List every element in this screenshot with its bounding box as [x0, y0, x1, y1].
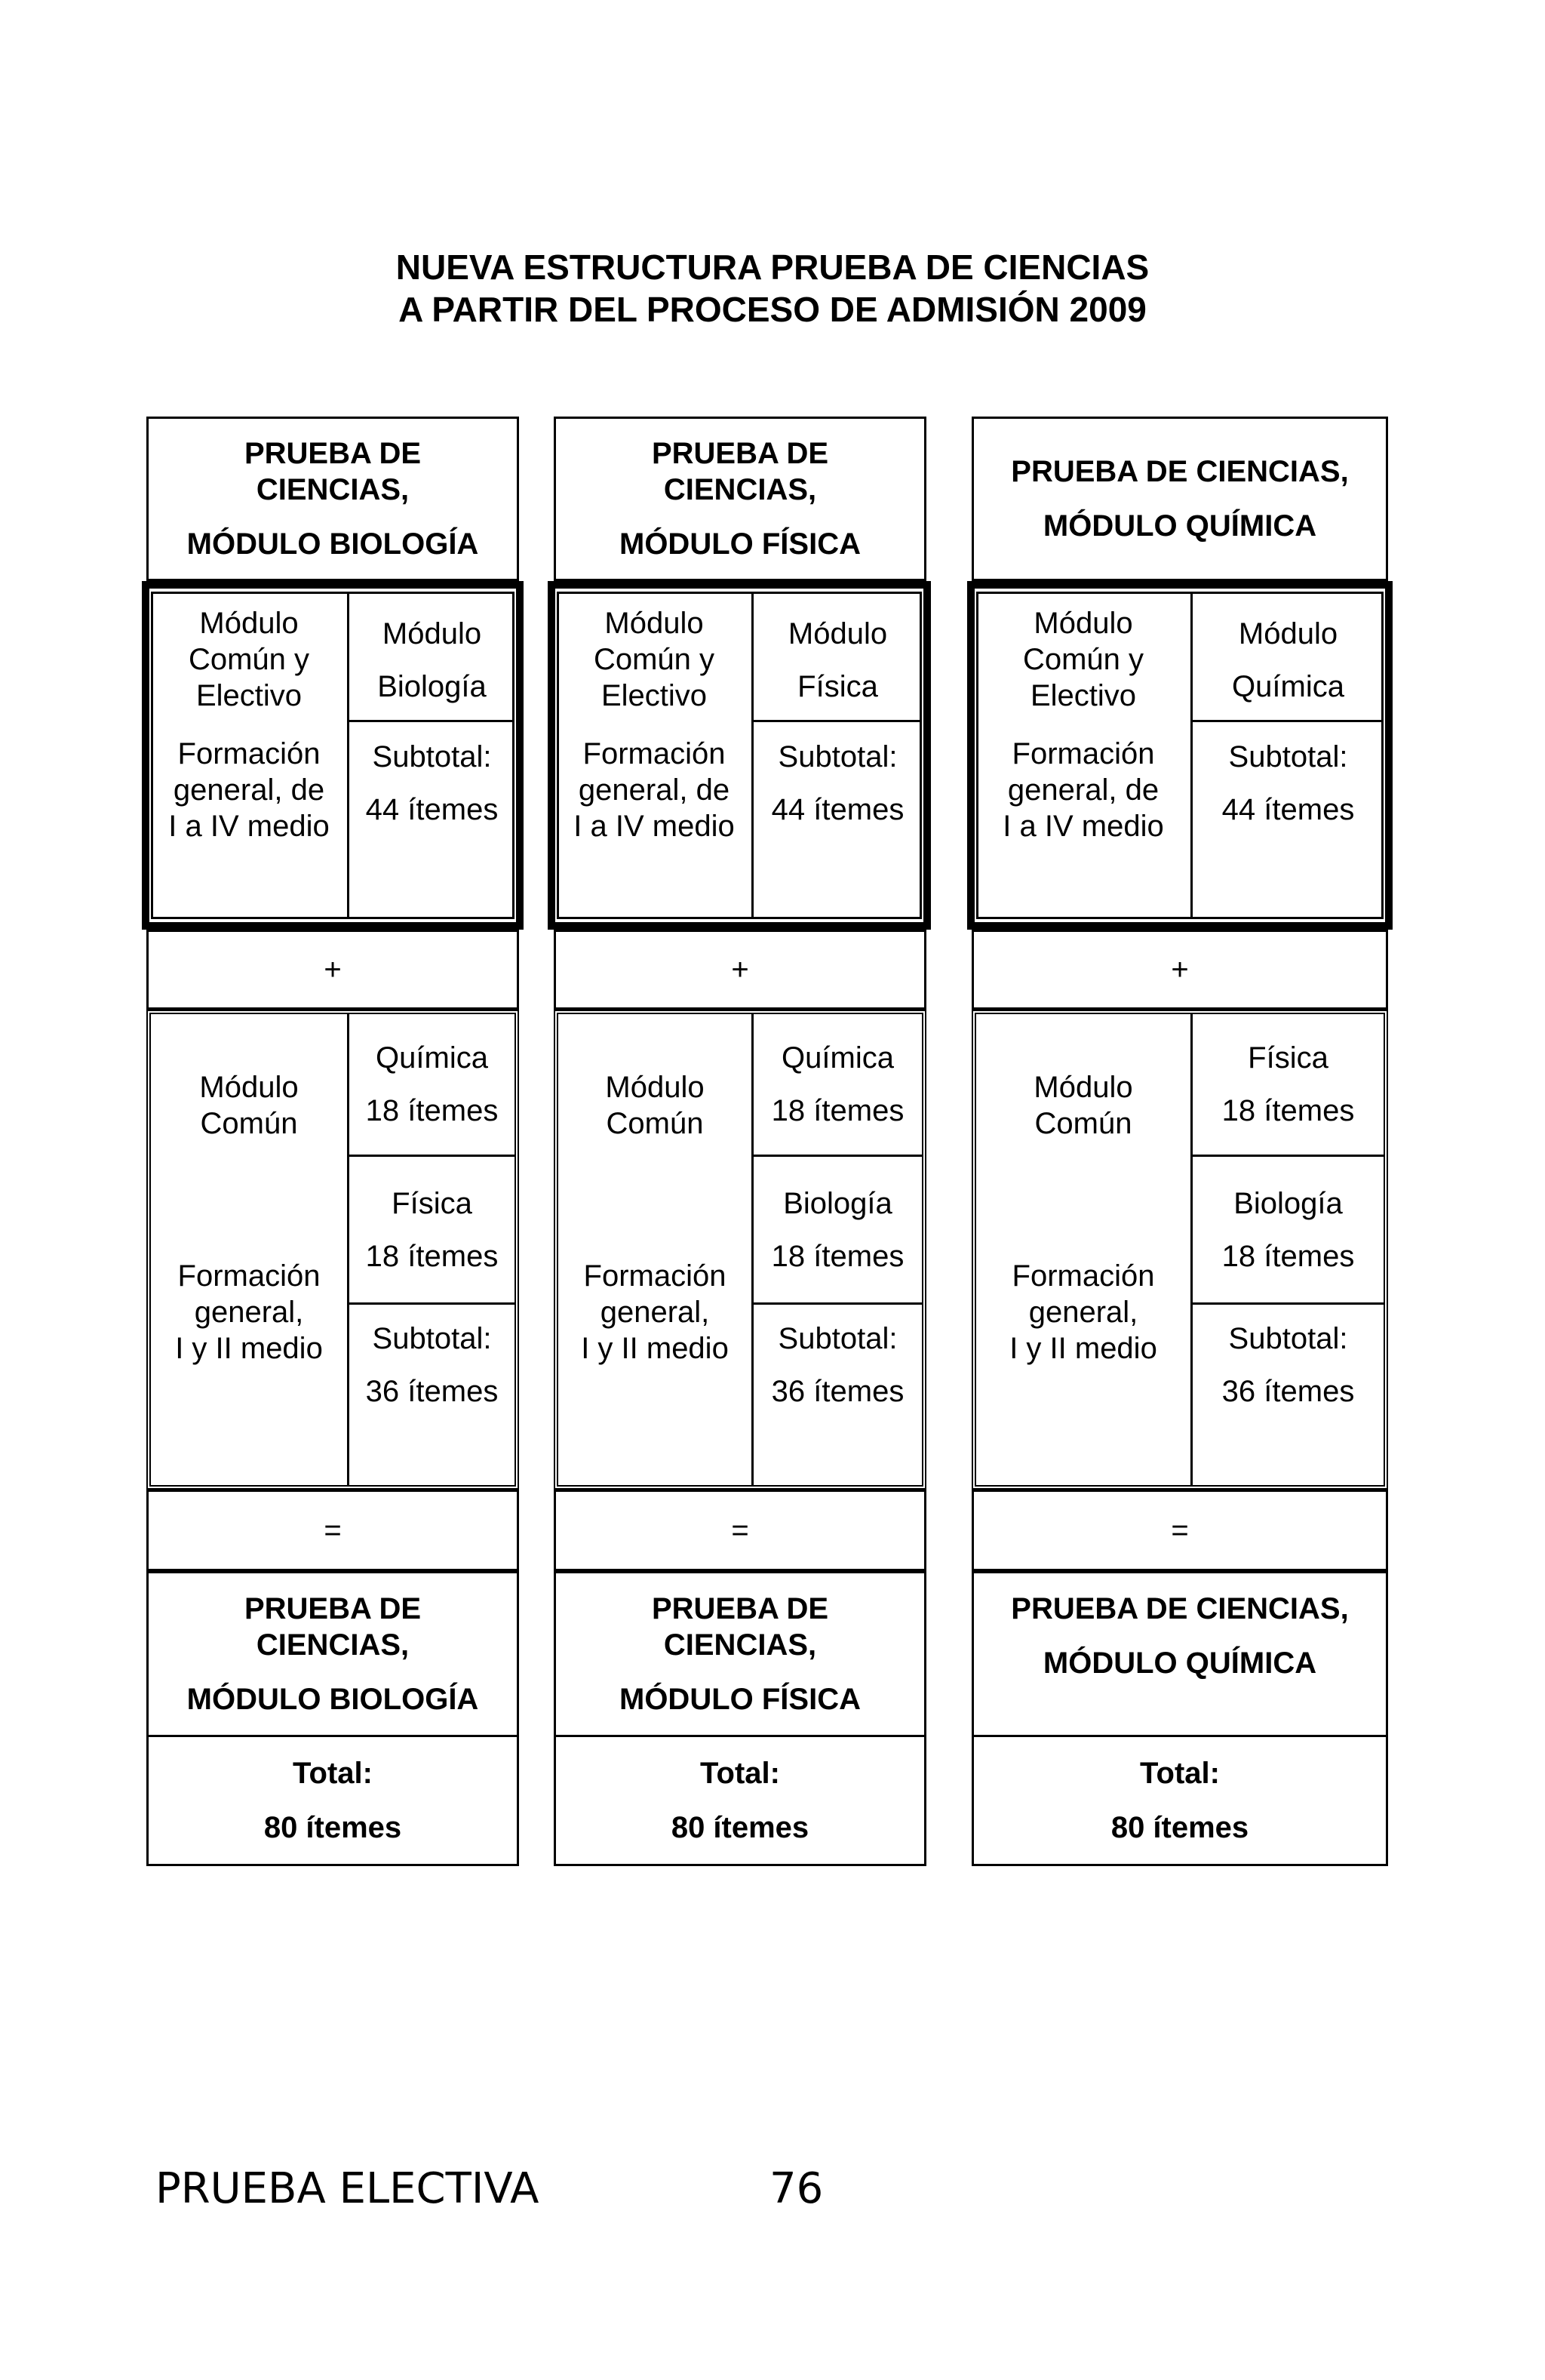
text-line: general,: [1028, 1296, 1138, 1329]
text-line: 36 ítemes: [1221, 1375, 1355, 1408]
text-line: Física: [392, 1186, 472, 1220]
text-line: Módulo: [1034, 607, 1133, 640]
equals-sign: =: [324, 1513, 342, 1547]
text-line: Módulo: [788, 617, 888, 650]
text-line: general,: [600, 1296, 710, 1329]
text-line: Subtotal:: [778, 1322, 898, 1355]
text-line: Subtotal:: [1228, 740, 1348, 773]
electivo-left-top: [976, 604, 1190, 715]
equals-sign: =: [731, 1513, 749, 1547]
electivo-subtotal: [1193, 723, 1384, 844]
text-line: general, de: [173, 773, 325, 807]
text-line: general,: [194, 1296, 304, 1329]
header-box: [972, 417, 1388, 581]
comun-subtotal: [754, 1305, 922, 1425]
text-line: Común: [200, 1107, 298, 1140]
text-line: Módulo: [1034, 1071, 1133, 1104]
comun-left-top: [558, 1064, 751, 1147]
text-line: Física: [797, 670, 878, 703]
text-line: I y II medio: [175, 1332, 323, 1365]
result-box: [972, 1571, 1388, 1737]
text-line: Biología: [783, 1186, 892, 1220]
text-line: Módulo: [199, 607, 299, 640]
text-line: Formación: [1012, 737, 1155, 770]
result-box: [146, 1571, 519, 1737]
equals-box: [554, 1490, 926, 1571]
text-line: 18 ítemes: [1221, 1239, 1355, 1273]
total-label: Total:: [700, 1757, 780, 1790]
electivo-right-top: [349, 604, 514, 717]
electivo-subtotal: [349, 723, 514, 844]
text-line: Formación: [583, 1259, 726, 1293]
text-line: Electivo: [600, 679, 708, 712]
text-line: I y II medio: [1009, 1332, 1157, 1365]
text-line: 18 ítemes: [771, 1239, 905, 1273]
electivo-left-bottom: [976, 733, 1190, 847]
electivo-left-bottom: [557, 733, 751, 847]
text-line: Biología: [377, 670, 487, 703]
text-line: 44 ítemes: [365, 793, 499, 826]
footer-section: PRUEBA ELECTIVA: [155, 2164, 539, 2213]
result-line-2: MÓDULO QUÍMICA: [1043, 1647, 1317, 1680]
comun-row-2: [754, 1157, 922, 1302]
text-line: Módulo: [605, 1071, 705, 1104]
text-line: Electivo: [195, 679, 303, 712]
comun-left-bottom: [151, 1256, 347, 1369]
header-line-1: PRUEBA DE CIENCIAS,: [1011, 455, 1349, 488]
comun-left-top: [151, 1064, 347, 1147]
comun-left-top: [976, 1064, 1190, 1147]
comun-row-2: [1193, 1157, 1384, 1302]
result-line-3: MÓDULO BIOLOGÍA: [186, 1683, 479, 1716]
total-box: [146, 1735, 519, 1866]
equals-box: [146, 1490, 519, 1571]
text-line: general, de: [1007, 773, 1160, 807]
text-line: Subtotal:: [1228, 1322, 1348, 1355]
header-line-2: MÓDULO QUÍMICA: [1043, 509, 1317, 543]
text-line: I a IV medio: [168, 810, 330, 843]
comun-row-1: [754, 1014, 922, 1155]
text-line: I a IV medio: [573, 810, 735, 843]
electivo-subtotal: [754, 723, 922, 844]
equals-box: [972, 1490, 1388, 1571]
comun-left-bottom: [976, 1256, 1190, 1369]
text-line: Biología: [1233, 1186, 1343, 1220]
page-title: [0, 246, 1545, 331]
text-line: Física: [1248, 1041, 1328, 1075]
result-box: [554, 1571, 926, 1737]
header-line-2: CIENCIAS,: [663, 473, 817, 506]
header-line-1: PRUEBA DE: [651, 437, 829, 470]
text-line: Módulo: [199, 1071, 299, 1104]
text-line: 18 ítemes: [1221, 1094, 1355, 1127]
electivo-right-top: [1193, 604, 1384, 717]
text-line: Formación: [1012, 1259, 1155, 1293]
text-line: Módulo: [604, 607, 704, 640]
comun-row-1: [349, 1014, 514, 1155]
result-line-2: CIENCIAS,: [663, 1628, 817, 1662]
title-line-1: NUEVA ESTRUCTURA PRUEBA DE CIENCIAS: [395, 248, 1150, 287]
text-line: general, de: [578, 773, 730, 807]
electivo-left-top: [151, 604, 347, 715]
page-number: 76: [769, 2164, 824, 2213]
plus-box: [972, 930, 1388, 1010]
comun-subtotal: [349, 1305, 514, 1425]
text-line: Común: [1034, 1107, 1132, 1140]
text-line: Subtotal:: [372, 740, 492, 773]
text-line: Formación: [177, 1259, 321, 1293]
result-line-3: MÓDULO FÍSICA: [619, 1683, 861, 1716]
header-box: [554, 417, 926, 581]
text-line: Módulo: [1238, 617, 1338, 650]
text-line: 36 ítemes: [365, 1375, 499, 1408]
text-line: Común y: [593, 643, 715, 676]
total-box: [554, 1735, 926, 1866]
text-line: Electivo: [1030, 679, 1137, 712]
text-line: Formación: [177, 737, 321, 770]
text-line: 44 ítemes: [1221, 793, 1355, 826]
text-line: Subtotal:: [372, 1322, 492, 1355]
electivo-left-bottom: [151, 733, 347, 847]
header-line-2: CIENCIAS,: [256, 473, 410, 506]
total-label: Total:: [293, 1757, 373, 1790]
text-line: 18 ítemes: [365, 1239, 499, 1273]
result-line-1: PRUEBA DE CIENCIAS,: [1011, 1592, 1349, 1625]
header-box: [146, 417, 519, 581]
plus-box: [146, 930, 519, 1010]
electivo-left-top: [557, 604, 751, 715]
text-line: Subtotal:: [778, 740, 898, 773]
text-line: Química: [1232, 670, 1344, 703]
comun-left-bottom: [558, 1256, 751, 1369]
plus-sign: +: [731, 952, 749, 986]
comun-row-2: [349, 1157, 514, 1302]
electivo-right-top: [754, 604, 922, 717]
text-line: 18 ítemes: [365, 1094, 499, 1127]
text-line: I y II medio: [581, 1332, 729, 1365]
plus-sign: +: [324, 952, 342, 986]
text-line: Química: [376, 1041, 488, 1075]
comun-row-1: [1193, 1014, 1384, 1155]
text-line: 44 ítemes: [771, 793, 905, 826]
header-line-3: MÓDULO FÍSICA: [619, 527, 861, 561]
text-line: Común: [606, 1107, 704, 1140]
result-line-1: PRUEBA DE: [244, 1592, 422, 1625]
text-line: Formación: [582, 737, 726, 770]
header-line-3: MÓDULO BIOLOGÍA: [186, 527, 479, 561]
text-line: Común y: [1022, 643, 1144, 676]
header-line-1: PRUEBA DE: [244, 437, 422, 470]
text-line: I a IV medio: [1003, 810, 1164, 843]
total-value: 80 ítemes: [1110, 1811, 1249, 1844]
plus-box: [554, 930, 926, 1010]
total-value: 80 ítemes: [263, 1811, 402, 1844]
comun-subtotal: [1193, 1305, 1384, 1425]
equals-sign: =: [1171, 1513, 1189, 1547]
text-line: Común y: [188, 643, 310, 676]
text-line: Módulo: [382, 617, 482, 650]
result-line-2: CIENCIAS,: [256, 1628, 410, 1662]
text-line: Química: [782, 1041, 894, 1075]
result-line-1: PRUEBA DE: [651, 1592, 829, 1625]
text-line: 18 ítemes: [771, 1094, 905, 1127]
total-value: 80 ítemes: [671, 1811, 809, 1844]
plus-sign: +: [1171, 952, 1189, 986]
total-label: Total:: [1140, 1757, 1220, 1790]
total-box: [972, 1735, 1388, 1866]
text-line: 36 ítemes: [771, 1375, 905, 1408]
title-line-2: A PARTIR DEL PROCESO DE ADMISIÓN 2009: [398, 290, 1147, 329]
